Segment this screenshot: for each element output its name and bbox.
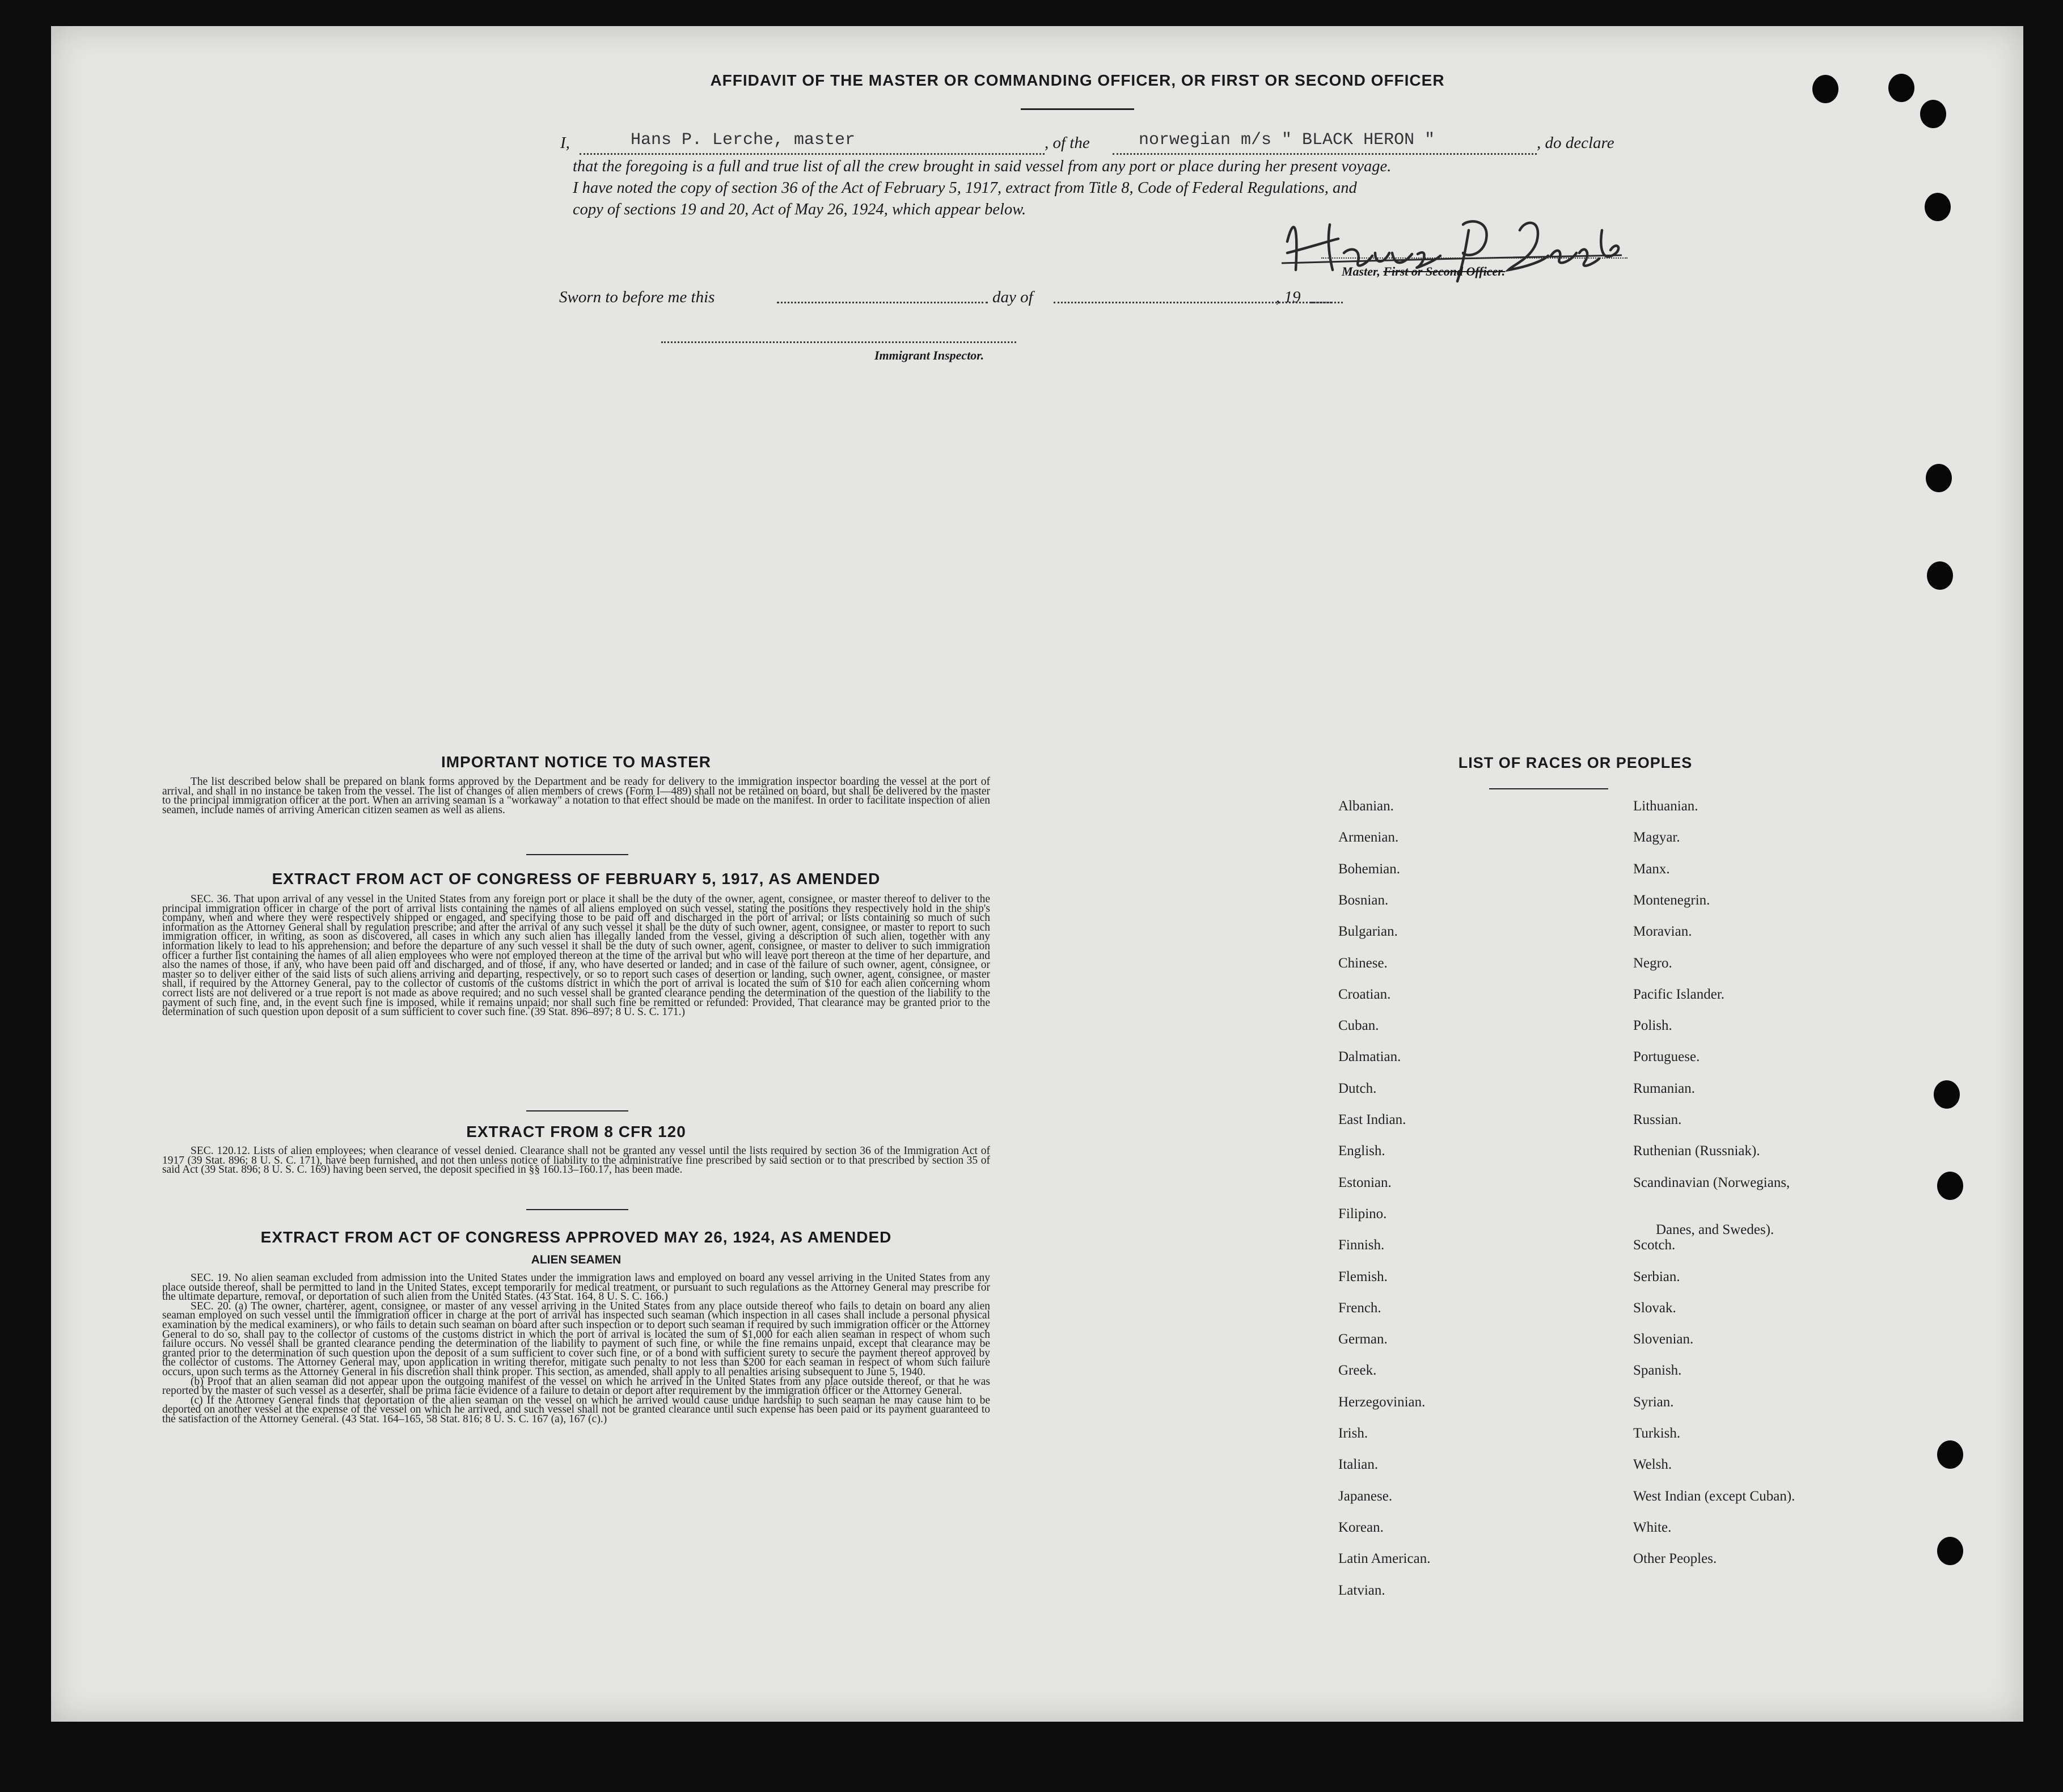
- day-of-label: day of: [992, 288, 1033, 306]
- race-item: Scandinavian (Norwegians,: [1633, 1174, 1790, 1190]
- race-item: Bohemian.: [1338, 861, 1401, 877]
- race-item: Russian.: [1633, 1112, 1682, 1127]
- master-name-field: [580, 130, 1045, 155]
- race-item: Japanese.: [1338, 1488, 1393, 1504]
- race-item: Syrian.: [1633, 1394, 1674, 1410]
- race-item: Moravian.: [1633, 924, 1692, 940]
- punch-hole: [1937, 1537, 1963, 1565]
- inspector-signature-field: [661, 341, 1016, 343]
- extract-cfr-body: SEC. 120.12. Lists of alien employees; when clearance of vessel denied. Clearance shall not be granted any vessel until the lists required by section 36 of the Immigration Act of 1917 (39 Stat. 896; 8 U. S. C. 171), have been furnished, and not then unless notice of liability to the administrative fine prescribed by said section or to that prescribed by section 35 of said Act (39 Stat. 896; 8 U. S. C. 169) having been served, the deposit specified in §§ 160.13–160.17, has been made.: [162, 1145, 990, 1176]
- race-item: Filipino.: [1338, 1206, 1387, 1222]
- punch-hole: [1926, 464, 1952, 492]
- race-item: Negro.: [1633, 955, 1672, 971]
- affidavit-line-3: I have noted the copy of section 36 of the Act of February 5, 1917, extract from Title 8, Code of Federal Regulations, and: [573, 179, 1357, 197]
- race-item: Slovenian.: [1633, 1332, 1694, 1347]
- race-item: Finnish.: [1338, 1237, 1385, 1253]
- divider: [526, 1209, 628, 1210]
- race-item: Herzegovinian.: [1338, 1394, 1426, 1410]
- notice-title: IMPORTANT NOTICE TO MASTER: [441, 753, 712, 771]
- punch-hole: [1812, 75, 1838, 103]
- of-the-label: , of the: [1045, 134, 1090, 152]
- punch-hole: [1927, 561, 1953, 590]
- race-item: Dalmatian.: [1338, 1049, 1401, 1065]
- race-item: Chinese.: [1338, 955, 1388, 971]
- race-item: Portuguese.: [1633, 1049, 1700, 1065]
- race-item: German.: [1338, 1332, 1388, 1347]
- race-item: Latin American.: [1338, 1551, 1431, 1567]
- race-item: Korean.: [1338, 1519, 1384, 1535]
- punch-hole: [1934, 1080, 1960, 1109]
- section-19: SEC. 19. No alien seaman excluded from admission into the United States under the immigration laws and employed on board any vessel arriving in the United States from any place outside thereof, shall be permitted to land in the United States, except temporarily for medical treatment, or pursuant to such regulations as the Attorney General may prescribe for the ultimate departure, removal, or deportation of such alien from the United States. (43 Stat. 164, 8 U. S. C. 166.): [162, 1272, 990, 1303]
- divider: [526, 1110, 628, 1111]
- race-item: Lithuanian.: [1633, 798, 1698, 814]
- affidavit-line-2: that the foregoing is a full and true list of all the crew brought in said vessel from any port or place during her present voyage.: [573, 158, 1392, 175]
- race-item: Croatian.: [1338, 986, 1391, 1002]
- punch-hole: [1888, 74, 1914, 102]
- punch-hole: [1937, 1440, 1963, 1469]
- race-item: Latvian.: [1338, 1582, 1385, 1598]
- race-item: Bosnian.: [1338, 892, 1389, 908]
- year-prefix: , 19: [1276, 288, 1301, 306]
- race-item: Danes, and Swedes).: [1656, 1222, 1774, 1237]
- race-item: Welsh.: [1633, 1457, 1672, 1473]
- vessel-field: [1113, 130, 1537, 155]
- race-item: Pacific Islander.: [1633, 986, 1725, 1002]
- race-item: White.: [1633, 1519, 1672, 1535]
- master-name: Hans P. Lerche, master: [631, 130, 856, 150]
- races-divider: [1489, 788, 1608, 789]
- race-item: Estonian.: [1338, 1174, 1392, 1190]
- sworn-label: Sworn to before me this: [559, 288, 715, 306]
- extract-1924-title: EXTRACT FROM ACT OF CONGRESS APPROVED MAY 26, 1924, AS AMENDED: [260, 1228, 892, 1246]
- punch-hole: [1920, 100, 1946, 128]
- section-20a: SEC. 20. (a) The owner, charterer, agent, consignee, or master of any vessel arriving in the United States from any place outside thereof who fails to detain on board any alien seaman employed on such vessel until the immigration officer in charge at the port of arrival has inspected such seaman (which inspection in all cases shall include a personal physical examination by the medical examiners), or who fails to detain such seaman on board after such inspection or to deport such seaman if required by such immigration officer or the Attorney General to do so, shall pay to the collector of customs of the customs district in which the port of arrival is located the sum of $1,000 for each alien seaman in respect of whom such failure occurs. No vessel shall be granted clearance pending the determination of the liability to payment of such fine, or while the fine remains unpaid, except that clearance may be granted prior to the determination of such question upon the deposit of a sum sufficient to cover such fine, or of a bond with sufficient surety to secure the payment thereof approved by the collector of customs. The Attorney General may, upon application in writing therefor, mitigate such penalty to not less than $200 for each seaman in respect of whom such failure occurs, upon such terms as the Attorney General in his discretion shall think proper. This section, as amended, shall apply to all penalties arising subsequent to June 5, 1940.: [162, 1300, 990, 1378]
- extract-cfr-title: EXTRACT FROM 8 CFR 120: [466, 1123, 686, 1140]
- affidavit-title: AFFIDAVIT OF THE MASTER OR COMMANDING OFFICER, OR FIRST OR SECOND OFFICER: [710, 71, 1445, 89]
- race-item: Montenegrin.: [1633, 892, 1710, 908]
- signer-struck-label: First or Second Officer.: [1383, 264, 1506, 278]
- race-item: Greek.: [1338, 1363, 1377, 1379]
- section-20b: (b) Proof that an alien seaman did not appear upon the outgoing manifest of the vessel on which he arrived in the United States from any place outside thereof, or that he was reported by the master of such vessel as a deserter, shall be prima facie evidence of a failure to detain or deport after requirement by the immigration officer or the Attorney General.: [162, 1375, 990, 1397]
- section-20c: (c) If the Attorney General finds that deportation of the alien seaman on the vessel on which he arrived would cause undue hardship to such seaman he may cause him to be deported on another vessel at the expense of the vessel on which he arrived, and such vessel shall not be granted clearance until such expense has been paid or its payment guaranteed to the satisfaction of the Attorney General. (43 Stat. 164–165, 58 Stat. 816; 8 U. S. C. 167 (a), 167 (c).): [162, 1394, 990, 1425]
- race-item: Scotch.: [1633, 1237, 1676, 1253]
- signer-master-label: Master,: [1342, 264, 1380, 278]
- master-signature: [1276, 208, 1627, 293]
- race-item: West Indian (except Cuban).: [1633, 1488, 1795, 1504]
- race-item: Irish.: [1338, 1426, 1368, 1441]
- race-item: English.: [1338, 1143, 1385, 1159]
- race-item: Manx.: [1633, 861, 1670, 877]
- race-item: Polish.: [1633, 1018, 1672, 1034]
- races-title: LIST OF RACES OR PEOPLES: [1458, 754, 1693, 771]
- signer-title: [1342, 264, 1505, 279]
- sworn-day-field: [777, 302, 988, 303]
- vessel-name: norwegian m/s " BLACK HERON ": [1139, 130, 1435, 150]
- race-item: Cuban.: [1338, 1018, 1379, 1034]
- race-item: Turkish.: [1633, 1426, 1681, 1441]
- race-item: Flemish.: [1338, 1269, 1388, 1284]
- extract-1924-subtitle: ALIEN SEAMEN: [531, 1253, 622, 1266]
- document-page: [51, 26, 2023, 1722]
- race-item: Ruthenian (Russniak).: [1633, 1143, 1760, 1159]
- race-item: French.: [1338, 1300, 1381, 1316]
- extract-1917-title: EXTRACT FROM ACT OF CONGRESS OF FEBRUARY 5, 1917, AS AMENDED: [272, 870, 881, 887]
- race-item: Italian.: [1338, 1457, 1379, 1473]
- race-item: East Indian.: [1338, 1112, 1406, 1127]
- divider: [526, 854, 628, 855]
- i-label: I,: [560, 134, 570, 152]
- extract-1917-body: SEC. 36. That upon arrival of any vessel in the United States from any foreign port or place it shall be the duty of the owner, agent, consignee, or master thereof to deliver to the principal immigration officer in charge of the port of arrival lists containing the names of all aliens employed on such vessel, stating the positions they respectively hold in the ship's company, when and where they were respectively shipped or engaged, and specifying those to be paid off and discharged in the port of arrival; or lists containing so much of such information as the Attorney General shall by regulation prescribe; and after the arrival of any such vessel it shall be the duty of such owner, agent, consignee, or master to report to such immigration officer, in writing, as soon as discovered, all cases in which any such alien has illegally landed from the vessel, giving a description of such alien, together with any information likely to lead to his apprehension; and before the departure of any such vessel it shall be the duty of such owner, agent, consignee, or master to deliver to such immigration officer a further list containing the names of all alien employees who were not employed thereon at the time of the arrival but who will leave port thereon at the time of her departure, and also the names of those, if any, who have been paid off and discharged, and of those, if any, who have deserted or landed; and in case of the failure of such owner, agent, consignee, or master so to deliver either of the said lists of such aliens arriving and departing, respectively, or so to report such cases of desertion or landing, such owner, agent, consignee, or master shall, if required by the Attorney General, pay to the collector of customs of the customs district in which the port of arrival is located the sum of $10 for each alien concerning whom correct lists are not delivered or a true report is not made as above required; and no such vessel shall be granted clearance pending the determination of the question of the liability to the payment of such fine, and, in the event such fine is imposed, while it remains unpaid; nor shall such fine be remitted or refunded: Provided, That clearance may be granted prior to the determination of such question upon deposit of a sum sufficient to cover such fine. (39 Stat. 896–897; 8 U. S. C. 171.): [162, 893, 990, 1018]
- race-item: Other Peoples.: [1633, 1551, 1717, 1567]
- race-item: Dutch.: [1338, 1080, 1377, 1096]
- title-divider: [1021, 108, 1134, 110]
- sworn-year-field: [1311, 302, 1343, 303]
- race-item: Slovak.: [1633, 1300, 1676, 1316]
- inspector-label: Immigrant Inspector.: [874, 348, 984, 362]
- signature-line: [1321, 257, 1627, 259]
- affidavit-line-4: copy of sections 19 and 20, Act of May 26, 1924, which appear below.: [573, 201, 1026, 218]
- race-item: Bulgarian.: [1338, 924, 1398, 940]
- extract-1924-body: [162, 1274, 990, 1425]
- race-item: Armenian.: [1338, 830, 1399, 846]
- race-item: Serbian.: [1633, 1269, 1680, 1284]
- notice-body: The list described below shall be prepared on blank forms approved by the Department and be ready for delivery to the immigration inspector boarding the vessel at the port of arrival, and shall in no instance be taken from the vessel. The list of changes of alien members of crews (Form I—489) shall not be retained on board, but shall be delivered by the master to the principal immigration officer at the port. When an arriving seaman is a "workaway" a notation to that effect should be made on the manifest. In order to facilitate inspection of alien seamen, include names of arriving American citizen seamen as well as aliens.: [162, 776, 990, 816]
- do-declare-label: , do declare: [1537, 134, 1614, 152]
- punch-hole: [1925, 193, 1951, 221]
- punch-hole: [1937, 1172, 1963, 1200]
- race-item: Rumanian.: [1633, 1080, 1696, 1096]
- race-item: Magyar.: [1633, 830, 1680, 846]
- race-item: Albanian.: [1338, 798, 1394, 814]
- race-item: Spanish.: [1633, 1363, 1682, 1379]
